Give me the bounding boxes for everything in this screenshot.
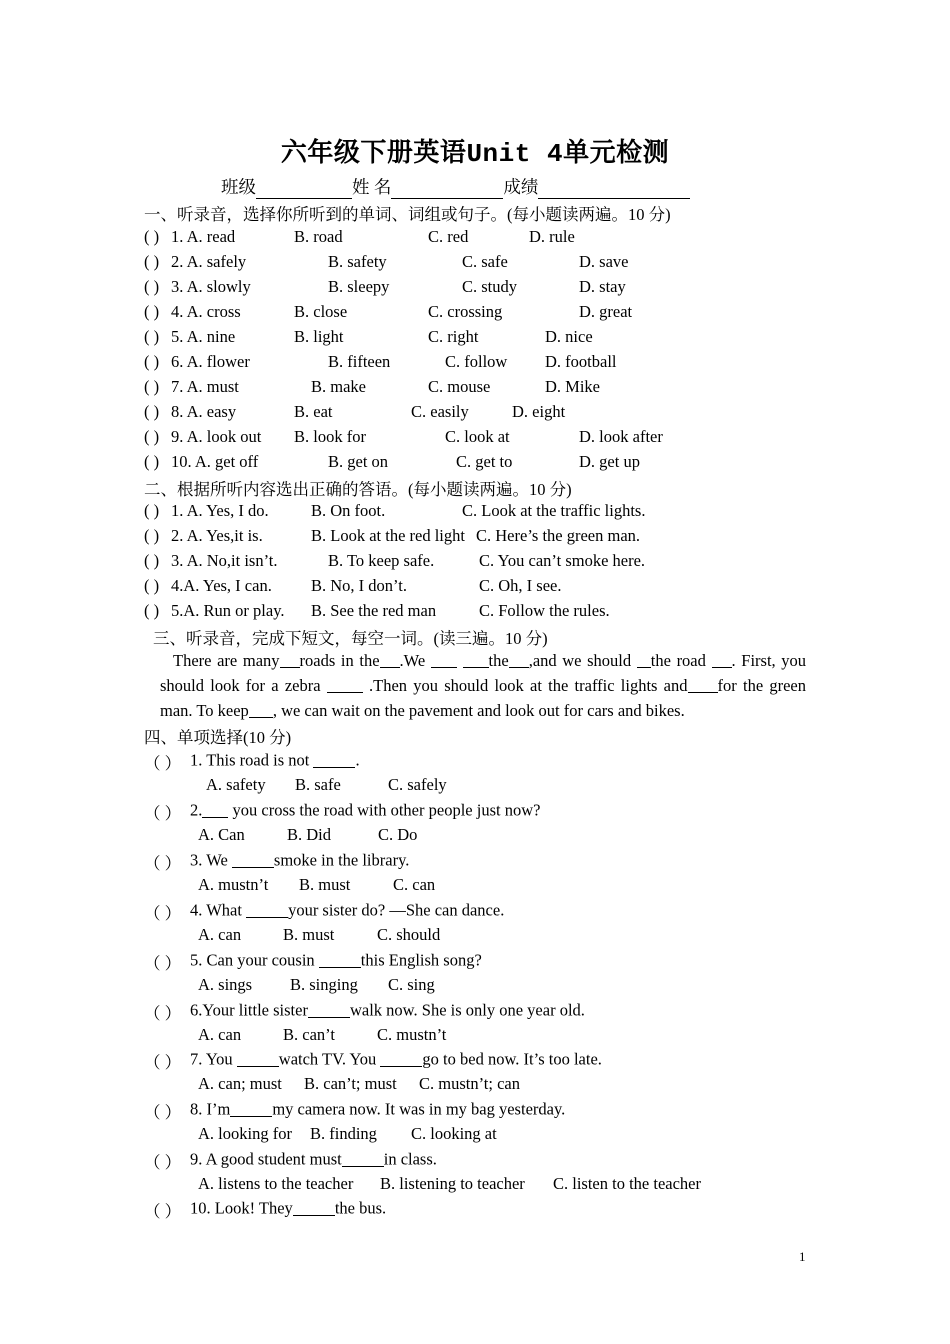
section2-heading: 二、根据所听内容选出正确的答语。(每小题读两遍。10 分) — [144, 480, 572, 499]
question-blank[interactable] — [313, 750, 355, 768]
question-fragment: smoke in the library. — [273, 850, 410, 870]
option-c: C. should — [377, 925, 441, 944]
question-fragment: 9. A good student must — [190, 1149, 342, 1169]
option-a: 6. A. flower — [171, 352, 250, 371]
page-number: 1 — [799, 1249, 806, 1264]
cloze-fragment: .We — [399, 651, 426, 670]
option-a: A. sings — [198, 975, 253, 994]
cloze-blank[interactable] — [249, 701, 273, 719]
option-c: C. easily — [411, 402, 469, 421]
question-fragment: . — [355, 750, 360, 770]
question-fragment: 6.Your little sister — [190, 1000, 308, 1020]
option-b: B. listening to teacher — [380, 1174, 525, 1193]
option-a: A. can — [198, 925, 242, 944]
option-d: D. rule — [529, 227, 575, 246]
title-suffix: 单元检测 — [563, 138, 670, 167]
answer-paren[interactable]: ( ) — [144, 277, 160, 296]
question-fragment: the bus. — [334, 1198, 387, 1218]
question-text — [190, 1049, 602, 1070]
answer-paren[interactable]: ( ) — [144, 302, 160, 321]
cloze-blank[interactable] — [380, 651, 400, 669]
option-c: C. mouse — [428, 377, 491, 396]
option-c: C. red — [428, 227, 469, 246]
answer-paren[interactable]: ( ) — [144, 252, 160, 271]
answer-paren[interactable]: （ ） — [144, 804, 182, 823]
question-blank[interactable] — [380, 1049, 422, 1067]
answer-paren[interactable]: （ ） — [144, 1153, 182, 1172]
cloze-blank[interactable] — [688, 676, 718, 694]
question-text — [190, 1149, 437, 1170]
option-c: C. mustn’t; can — [419, 1074, 520, 1093]
option-c: C. get to — [456, 452, 513, 471]
cloze-blank[interactable] — [463, 651, 489, 669]
section1-heading: 一、听录音，选择你所听到的单词、词组或句子。(每小题读两遍。10 分) — [144, 205, 671, 224]
option-c: C. follow — [445, 352, 508, 371]
answer-paren[interactable]: ( ) — [144, 551, 160, 570]
option-a: 3. A. No,it isn’t. — [171, 551, 278, 570]
cloze-blank[interactable] — [280, 651, 300, 669]
option-a: 7. A. must — [171, 377, 239, 396]
question-fragment: 10. Look! They — [190, 1198, 293, 1218]
question-text — [190, 850, 409, 871]
option-a: 5.A. Run or play. — [171, 601, 285, 620]
question-text — [190, 1000, 585, 1021]
answer-paren[interactable]: （ ） — [144, 954, 182, 973]
answer-paren[interactable]: （ ） — [144, 1103, 182, 1122]
cloze-passage — [160, 648, 806, 723]
option-a: 9. A. look out — [171, 427, 262, 446]
option-c: C. Follow the rules. — [479, 601, 610, 620]
option-c: C. Do — [378, 825, 418, 844]
answer-paren[interactable]: ( ) — [144, 501, 160, 520]
option-a: A. can; must — [198, 1074, 282, 1093]
question-fragment: 1. This road is not — [190, 750, 310, 770]
cloze-blank[interactable] — [712, 651, 732, 669]
cloze-fragment: . First, you should look for a zebra — [160, 651, 807, 695]
title-prefix: 六年级下册英语 — [280, 138, 467, 167]
option-d: D. stay — [579, 277, 626, 296]
option-c: C. Look at the traffic lights. — [462, 501, 646, 520]
option-c: C. sing — [388, 975, 435, 994]
option-c: C. safely — [388, 775, 447, 794]
question-text — [190, 900, 504, 921]
section4-heading: 四、单项选择(10 分) — [144, 728, 292, 747]
answer-paren[interactable]: ( ) — [144, 402, 160, 421]
option-b: B. get on — [328, 452, 389, 471]
question-blank[interactable] — [237, 1049, 279, 1067]
option-c: C. looking at — [411, 1124, 497, 1143]
option-c: C. listen to the teacher — [553, 1174, 701, 1193]
question-fragment: 8. I’m — [190, 1099, 231, 1119]
option-b: B. light — [294, 327, 344, 346]
option-d: D. football — [545, 352, 617, 371]
option-b: B. See the red man — [311, 601, 437, 620]
question-fragment: 5. Can your cousin — [190, 950, 315, 970]
question-blank[interactable] — [246, 900, 288, 918]
section3-heading: 三、听录音，完成下短文，每空一词。(读三遍。10 分) — [153, 629, 548, 648]
option-c: C. study — [462, 277, 518, 296]
question-fragment: 4. What — [190, 900, 242, 920]
name-blank[interactable] — [391, 179, 503, 199]
option-a: A. mustn’t — [198, 875, 269, 894]
cloze-fragment: , we can wait on the pavement and look out for cars and bikes. — [272, 701, 685, 720]
question-fragment: you cross the road with other people just now? — [228, 800, 541, 820]
option-a: 2. A. safely — [171, 252, 247, 271]
option-d: D. great — [579, 302, 633, 321]
class-label: 班级 — [221, 177, 256, 197]
option-a: 2. A. Yes,it is. — [171, 526, 263, 545]
answer-paren[interactable]: ( ) — [144, 576, 160, 595]
option-b: B. make — [311, 377, 366, 396]
option-d: D. save — [579, 252, 629, 271]
question-blank[interactable] — [230, 1099, 272, 1117]
answer-paren[interactable]: ( ) — [144, 452, 160, 471]
cloze-fragment: ,and we should — [528, 651, 632, 670]
answer-paren[interactable]: （ ） — [144, 1004, 182, 1023]
option-c: C. right — [428, 327, 479, 346]
option-b: B. Did — [287, 825, 332, 844]
question-fragment: 3. We — [190, 850, 228, 870]
cloze-blank[interactable] — [327, 676, 363, 694]
answer-paren[interactable]: ( ) — [144, 377, 160, 396]
option-b: B. close — [294, 302, 348, 321]
option-d: D. get up — [579, 452, 640, 471]
cloze-fragment: .Then you should look at the traffic lights and — [369, 676, 688, 695]
option-a: A. listens to the teacher — [198, 1174, 354, 1193]
option-c: C. Oh, I see. — [479, 576, 562, 595]
answer-paren[interactable]: （ ） — [144, 754, 182, 773]
question-text — [190, 1198, 386, 1219]
answer-paren[interactable]: ( ) — [144, 526, 160, 545]
answer-paren[interactable]: （ ） — [144, 1053, 182, 1072]
answer-paren[interactable]: ( ) — [144, 227, 160, 246]
option-d: D. look after — [579, 427, 663, 446]
option-c: C. can — [393, 875, 436, 894]
answer-paren[interactable]: ( ) — [144, 327, 160, 346]
option-b: B. finding — [310, 1124, 377, 1143]
option-b: B. look for — [294, 427, 366, 446]
cloze-fragment: the road — [650, 651, 706, 670]
option-c: C. You can’t smoke here. — [479, 551, 646, 570]
option-c: C. crossing — [428, 302, 503, 321]
answer-paren[interactable]: ( ) — [144, 352, 160, 371]
option-c: C. Here’s the green man. — [476, 526, 641, 545]
option-b: B. safe — [295, 775, 341, 794]
option-a: 1. A. Yes, I do. — [171, 501, 269, 520]
question-fragment: in class. — [383, 1149, 437, 1169]
option-b: B. No, I don’t. — [311, 576, 407, 595]
option-b: B. To keep safe. — [328, 551, 435, 570]
question-fragment: this English song? — [360, 950, 482, 970]
option-b: B. must — [299, 875, 351, 894]
question-text — [190, 1099, 565, 1120]
option-a: 8. A. easy — [171, 402, 237, 421]
option-b: B. sleepy — [328, 277, 390, 296]
option-b: B. safety — [328, 252, 387, 271]
answer-paren[interactable]: （ ） — [144, 904, 182, 923]
cloze-fragment: roads in the — [299, 651, 380, 670]
option-b: B. road — [294, 227, 343, 246]
question-blank[interactable] — [293, 1198, 335, 1216]
option-c: C. look at — [445, 427, 510, 446]
score-blank[interactable] — [538, 179, 690, 199]
question-fragment: your sister do? —She can dance. — [288, 900, 505, 920]
option-b: B. can’t — [283, 1025, 335, 1044]
option-b: B. can’t; must — [304, 1074, 397, 1093]
option-a: 3. A. slowly — [171, 277, 251, 296]
answer-paren[interactable]: ( ) — [144, 601, 160, 620]
cloze-fragment: the — [488, 651, 509, 670]
question-blank[interactable] — [202, 800, 228, 818]
option-b: B. fifteen — [328, 352, 391, 371]
cloze-fragment: There are many — [173, 651, 280, 670]
option-a: 5. A. nine — [171, 327, 236, 346]
class-blank[interactable] — [256, 179, 352, 199]
title-unit: Unit 4 — [466, 139, 564, 169]
name-label: 姓 名 — [352, 177, 392, 197]
question-fragment: walk now. She is only one year old. — [349, 1000, 585, 1020]
score-label: 成绩 — [503, 177, 539, 197]
question-blank[interactable] — [308, 1000, 350, 1018]
option-c: C. safe — [462, 252, 508, 271]
answer-paren[interactable]: （ ） — [144, 1202, 182, 1221]
option-a: A. safety — [206, 775, 266, 794]
question-blank[interactable] — [342, 1149, 384, 1167]
option-a: 10. A. get off — [171, 452, 259, 471]
question-blank[interactable] — [232, 850, 274, 868]
cloze-blank[interactable] — [431, 651, 457, 669]
option-c: C. mustn’t — [377, 1025, 447, 1044]
option-b: B. singing — [290, 975, 358, 994]
cloze-blank[interactable] — [637, 651, 651, 669]
question-fragment: my camera now. It was in my bag yesterday. — [272, 1099, 566, 1119]
page-title — [0, 132, 950, 169]
cloze-blank[interactable] — [509, 651, 529, 669]
option-b: B. Look at the red light — [311, 526, 465, 545]
option-a: A. can — [198, 1025, 242, 1044]
option-d: D. Mike — [545, 377, 600, 396]
question-text — [190, 750, 360, 771]
question-text — [190, 800, 540, 821]
question-text — [190, 950, 482, 971]
option-b: B. must — [283, 925, 335, 944]
option-a: 4.A. Yes, I can. — [171, 576, 272, 595]
option-b: B. eat — [294, 402, 333, 421]
student-info-line — [221, 174, 690, 199]
option-d: D. nice — [545, 327, 593, 346]
question-fragment: 7. You — [190, 1049, 233, 1069]
question-fragment: 2. — [190, 800, 203, 820]
answer-paren[interactable]: ( ) — [144, 427, 160, 446]
option-a: 4. A. cross — [171, 302, 241, 321]
answer-paren[interactable]: （ ） — [144, 854, 182, 873]
question-fragment: go to bed now. It’s too late. — [422, 1049, 602, 1069]
option-d: D. eight — [512, 402, 566, 421]
option-a: 1. A. read — [171, 227, 236, 246]
question-fragment: watch TV. You — [278, 1049, 377, 1069]
cloze-text — [160, 648, 806, 723]
option-a: A. Can — [198, 825, 245, 844]
question-blank[interactable] — [319, 950, 361, 968]
cloze-fragment: for the green man. To keep — [160, 676, 807, 720]
option-a: A. looking for — [198, 1124, 292, 1143]
option-b: B. On foot. — [311, 501, 386, 520]
